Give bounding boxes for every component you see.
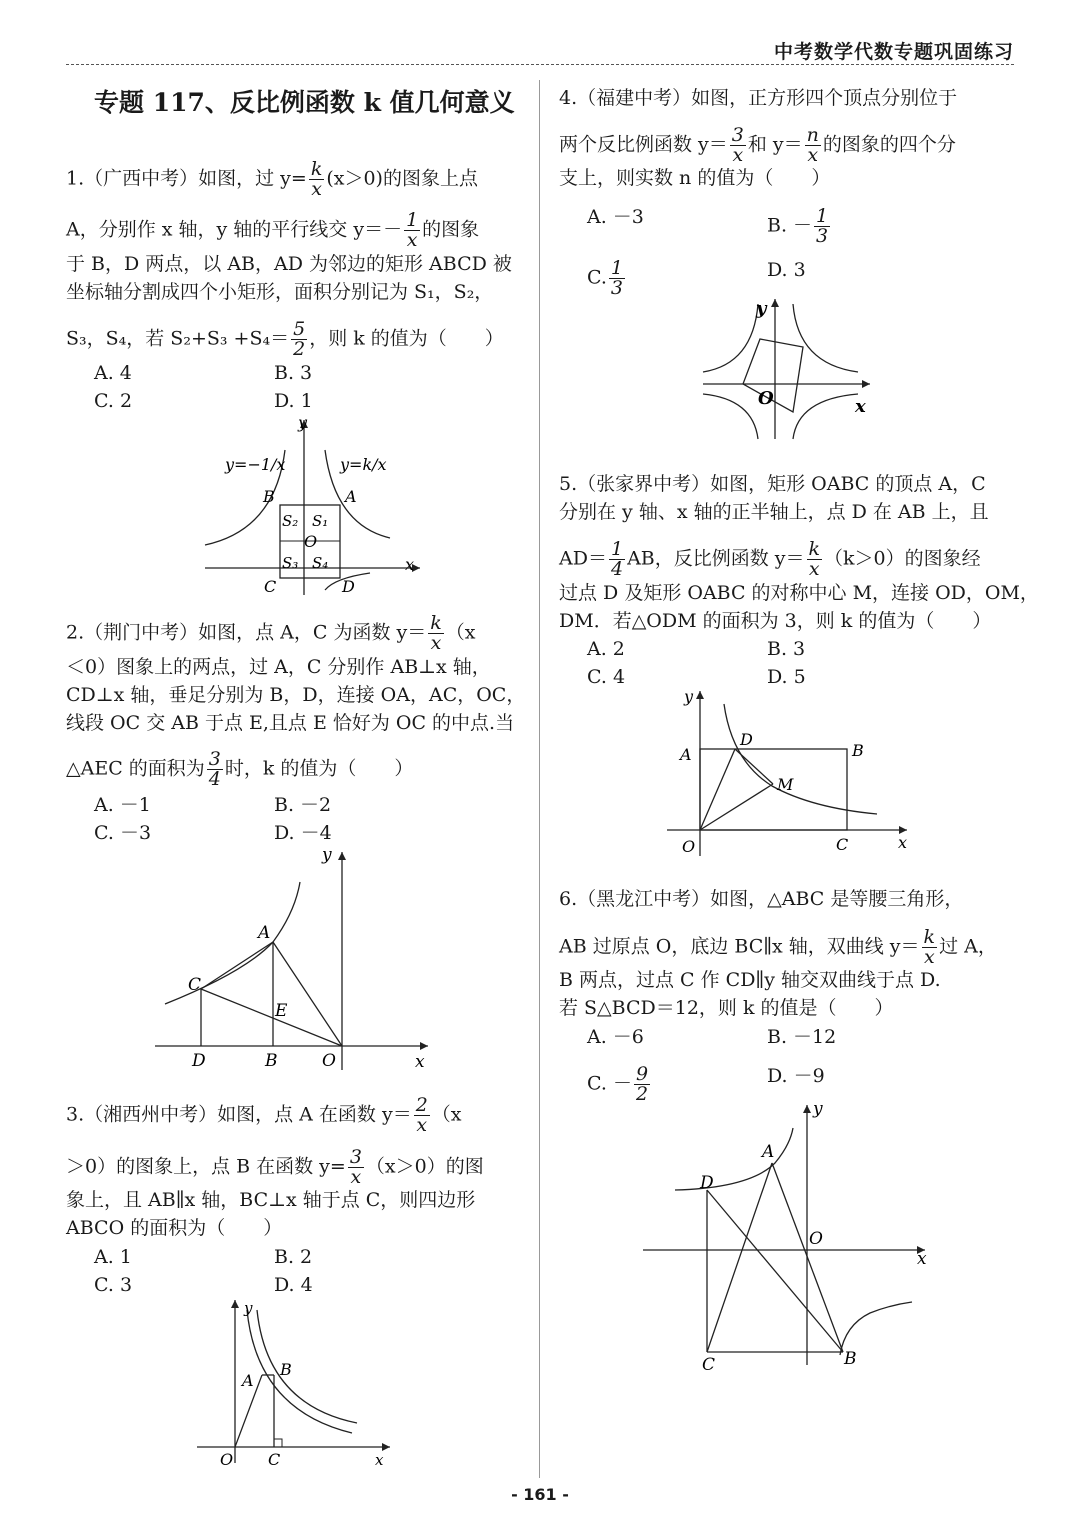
- q1-figure: [200, 410, 430, 600]
- q3-fig-x: x: [375, 1451, 384, 1469]
- q6-fig-a: A: [762, 1142, 775, 1162]
- q5-fig-c: C: [836, 835, 849, 854]
- q4-line3: 支上，则实数 n 的值为（ ）: [559, 167, 831, 189]
- q2-fig-b: B: [265, 1051, 278, 1071]
- q3-fig-b: B: [280, 1360, 292, 1379]
- q4-option-c: C. $\frac{1}{3}$: [587, 257, 623, 299]
- q6-fig-y: y: [813, 1100, 823, 1119]
- q4-line1: 4.（福建中考）如图，正方形四个顶点分别位于: [559, 87, 958, 109]
- q2-fig-a: A: [258, 923, 271, 943]
- q5-fig-b: B: [852, 741, 864, 760]
- q1-fig-right-label: y=k/x: [340, 455, 387, 474]
- q5-option-d: D. 5: [767, 666, 806, 688]
- q5-option-b: B. 3: [767, 638, 806, 660]
- q6-fig-c: C: [702, 1355, 716, 1375]
- q1-fig-s4: S₄: [312, 554, 329, 572]
- q1-fig-s3: S₃: [282, 554, 299, 572]
- q5-option-a: A. 2: [587, 638, 625, 660]
- q3-fig-y: y: [244, 1299, 253, 1317]
- q4-line2: 两个反比例函数 y＝ $\frac{3}{x}$ 和 y＝ $\frac{n}{x}$ 的图象的四个分: [559, 124, 956, 166]
- q6-fig-b: B: [844, 1349, 857, 1369]
- q6-option-b: B. －12: [767, 1026, 837, 1048]
- q3-fig-o: O: [220, 1450, 234, 1469]
- q1-fig-x: x: [405, 555, 415, 574]
- q6-line1: 6.（黑龙江中考）如图，△ABC 是等腰三角形，: [559, 888, 964, 910]
- topic-title: 专题 117、反比例函数 k 值几何意义: [94, 88, 515, 117]
- q2-line5: △AEC 的面积为 $\frac{3}{4}$ 时，k 的值为（ ）: [66, 748, 414, 790]
- q2-fig-c: C: [188, 975, 202, 995]
- q5-fig-o: O: [682, 837, 696, 856]
- q5-line1: 5.（张家界中考）如图，矩形 OABC 的顶点 A，C: [559, 473, 986, 495]
- q1-fig-b: B: [263, 487, 275, 506]
- header-title: 中考数学代数专题巩固练习: [773, 41, 1014, 63]
- q3-figure: [192, 1295, 402, 1470]
- q2-fig-d: D: [192, 1051, 206, 1071]
- q1-fig-o: O: [304, 532, 318, 551]
- q2-line3: CD⊥x 轴，垂足分别为 B，D，连接 OA，AC，OC，: [66, 684, 526, 706]
- q1-line2: A，分别作 x 轴，y 轴的平行线交 y＝－ $\frac{1}{x}$ 的图象: [66, 209, 480, 251]
- q1-line1: 1.（广西中考）如图，过 y= $\frac{k}{x}$ (x＞0)的图象上点: [66, 158, 478, 200]
- q2-fig-y: y: [322, 845, 332, 865]
- q3-option-a: A. 1: [94, 1246, 132, 1268]
- q6-fig-d: D: [700, 1173, 714, 1193]
- q5-fig-a: A: [680, 745, 692, 764]
- q2-figure: [150, 842, 440, 1074]
- q1-fig-d: D: [342, 577, 355, 596]
- q5-line3: AD＝ $\frac{1}{4}$ AB，反比例函数 y＝ $\frac{k}{x}$ （k＞0）的图象经: [559, 538, 981, 580]
- q6-option-c: C. － $\frac{9}{2}$: [587, 1063, 649, 1105]
- q4-fig-o: O: [758, 388, 774, 409]
- q2-line4: 线段 OC 交 AB 于点 E,且点 E 恰好为 OC 的中点.当: [66, 712, 515, 734]
- q5-line2: 分别在 y 轴、x 轴的正半轴上，点 D 在 AB 上，且: [559, 501, 989, 523]
- q1-option-b: B. 3: [274, 362, 313, 384]
- q6-line3: B 两点，过点 C 作 CD∥y 轴交双曲线于点 D.: [559, 969, 941, 991]
- page-number: - 161 -: [511, 1485, 569, 1504]
- q3-line1: 3.（湘西州中考）如图，点 A 在函数 y＝ $\frac{2}{x}$ （x: [66, 1094, 462, 1136]
- q5-fig-d: D: [740, 730, 753, 749]
- q3-option-d: D. 4: [274, 1274, 313, 1296]
- column-divider: [539, 80, 540, 1478]
- q6-figure: [640, 1100, 940, 1375]
- q5-figure: [662, 686, 917, 858]
- q3-option-c: C. 3: [94, 1274, 133, 1296]
- q4-option-d: D. 3: [767, 259, 806, 281]
- q1-option-d: D. 1: [274, 390, 313, 412]
- q5-fig-y: y: [684, 687, 694, 706]
- q2-option-b: B. －2: [274, 794, 332, 816]
- q4-fig-y: y: [756, 298, 767, 319]
- q1-line5: S₃，S₄，若 S₂+S₃ +S₄＝ $\frac{5}{2}$ ，则 k 的值为（ ）: [66, 318, 504, 360]
- header-rule: [66, 64, 1014, 65]
- q6-option-a: A. －6: [587, 1026, 644, 1048]
- q1-fig-left-label: y=−1/x: [225, 455, 286, 474]
- q3-line2: ＞0）的图象上，点 B 在函数 y= $\frac{3}{x}$ （x＞0）的图: [66, 1146, 484, 1188]
- q3-line3: 象上，且 AB∥x 轴，BC⊥x 轴于点 C，则四边形: [66, 1189, 476, 1211]
- q2-line1: 2.（荆门中考）如图，点 A，C 为函数 y＝ $\frac{k}{x}$ （x: [66, 612, 476, 654]
- q5-line5: DM．若△ODM 的面积为 3，则 k 的值为（ ）: [559, 610, 992, 632]
- q4-fig-x: x: [855, 396, 866, 417]
- q6-option-d: D. －9: [767, 1065, 825, 1087]
- q4-option-b: B. － $\frac{1}{3}$: [767, 205, 829, 247]
- q4-option-a: A. －3: [587, 206, 644, 228]
- q6-fig-o: O: [809, 1229, 823, 1249]
- q1-line3: 于 B，D 两点，以 AB，AD 为邻边的矩形 ABCD 被: [66, 253, 512, 275]
- q1-option-c: C. 2: [94, 390, 133, 412]
- q2-option-c: C. －3: [94, 822, 152, 844]
- q5-option-c: C. 4: [587, 666, 626, 688]
- q4-figure: [698, 294, 878, 444]
- q3-fig-c: C: [268, 1450, 281, 1469]
- q6-line4: 若 S△BCD＝12，则 k 的值是（ ）: [559, 997, 894, 1019]
- q1-line4: 坐标轴分割成四个小矩形，面积分别记为 S₁，S₂，: [66, 281, 494, 303]
- q1-fig-a: A: [345, 487, 357, 506]
- q6-line2: AB 过原点 O，底边 BC∥x 轴，双曲线 y＝ $\frac{k}{x}$ 过 A，: [559, 926, 997, 968]
- q1-fig-s2: S₂: [282, 512, 299, 530]
- q5-fig-x: x: [898, 833, 908, 852]
- q1-fig-s1: S₁: [312, 512, 329, 530]
- q2-fig-e: E: [275, 1001, 288, 1021]
- q5-fig-m: M: [777, 775, 794, 794]
- q1-fig-y: y: [298, 413, 308, 432]
- q2-line2: ＜0）图象上的两点，过 A，C 分别作 AB⊥x 轴，: [66, 656, 491, 678]
- q1-fig-c: C: [264, 577, 277, 596]
- q5-line4: 过点 D 及矩形 OABC 的对称中心 M，连接 OD，OM，: [559, 582, 1039, 604]
- q2-option-a: A. －1: [94, 794, 151, 816]
- q2-fig-x: x: [415, 1052, 425, 1072]
- q6-fig-x: x: [917, 1249, 927, 1269]
- q1-option-a: A. 4: [94, 362, 132, 384]
- q3-fig-a: A: [242, 1371, 254, 1390]
- q3-option-b: B. 2: [274, 1246, 313, 1268]
- q3-line4: ABCO 的面积为（ ）: [66, 1217, 283, 1239]
- q2-option-d: D. －4: [274, 822, 332, 844]
- q2-fig-o: O: [322, 1051, 336, 1071]
